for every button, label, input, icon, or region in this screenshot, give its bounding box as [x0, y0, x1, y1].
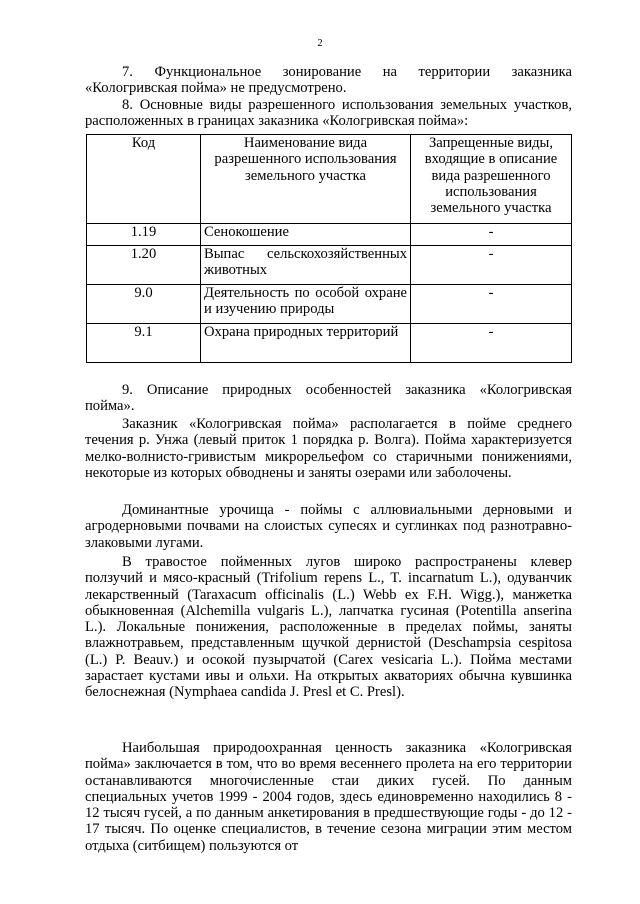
- paragraph-11: Доминантные урочища - поймы с аллювиальными дерновыми и агродерновыми почвами на слоистых супесях и суглинках под разнотравно-злаковыми лугами.: [85, 502, 572, 551]
- header-name: Наименование вида разрешенного использования земельного участка: [201, 135, 411, 224]
- paragraph-13: Наибольшая природоохранная ценность заказника «Кологривская пойма» заключается в том, что во время весеннего пролета на его территории останавливаются многочисленные стаи диких гусей. По данным специальных учетов 1999 - 2004 годов, здесь единовременно находились 8 - 12 тысяч гусей, а по данным анкетирования в предшествующие годы - до 12 - 17 тысяч. По оценке специалистов, в течение сезона миграции этим местом отдыха (ситбищем) пользуются от: [85, 740, 572, 854]
- table-row: [87, 324, 572, 363]
- table-row: [87, 224, 572, 246]
- page-number: 2: [317, 38, 323, 49]
- header-prohibited: Запрещенные виды, входящие в описание вида разрешенного использования земельного участка: [411, 135, 572, 224]
- cell-name: Выпас сельскохозяйственных животных: [201, 246, 411, 285]
- cell-code: 9.1: [87, 324, 201, 363]
- table-row: [87, 285, 572, 324]
- cell-name: Охрана природных территорий: [201, 324, 411, 363]
- cell-code: 1.19: [87, 224, 201, 246]
- paragraph-12: В травостое пойменных лугов широко распространены клевер ползучий и мясо-красный (Trifolium repens L., T. incarnatum L.), одуванчик лекарственный (Taraxacum officinalis (L.) Webb ex F.H. Wigg.), манжетка обыкновенная (Alchemilla vulgaris L.), лапчатка гусиная (Potentilla anserina L.). Локальные понижения, расположенные в пределах поймы, заняты влажнотравьем, представленным щучкой дернистой (Deschampsia cespitosa (L.) P. Beauv.) и осокой пузырчатой (Carex vesicaria L.). Пойма местами зарастает кустами ивы и ольхи. На открытых акваториях обычна кувшинка белоснежная (Nymphaea candida J. Presl et C. Presl).: [85, 554, 572, 701]
- cell-name: Сенокошение: [201, 224, 411, 246]
- cell-prohibited: -: [411, 324, 572, 363]
- paragraph-7: 7. Функциональное зонирование на территории заказника «Кологривская пойма» не предусмотрено.: [85, 64, 572, 97]
- cell-name: Деятельность по особой охране и изучению природы: [201, 285, 411, 324]
- table-header-row: [87, 135, 572, 224]
- header-code: Код: [87, 135, 201, 224]
- paragraph-10: Заказник «Кологривская пойма» располагается в пойме среднего течения р. Унжа (левый приток 1 порядка р. Волга). Пойма характеризуется мелко-волнисто-гривистым микрорельефом со старичными понижениями, некоторые из которых обводнены и заняты озерами или заболочены.: [85, 416, 572, 481]
- cell-prohibited: -: [411, 246, 572, 285]
- paragraph-9: 9. Описание природных особенностей заказника «Кологривская пойма».: [85, 382, 572, 415]
- table-row: [87, 246, 572, 285]
- cell-prohibited: -: [411, 224, 572, 246]
- land-use-table: [86, 134, 572, 363]
- cell-prohibited: -: [411, 285, 572, 324]
- cell-code: 9.0: [87, 285, 201, 324]
- cell-code: 1.20: [87, 246, 201, 285]
- paragraph-8: 8. Основные виды разрешенного использования земельных участков, расположенных в границах заказника «Кологривская пойма»:: [85, 97, 572, 130]
